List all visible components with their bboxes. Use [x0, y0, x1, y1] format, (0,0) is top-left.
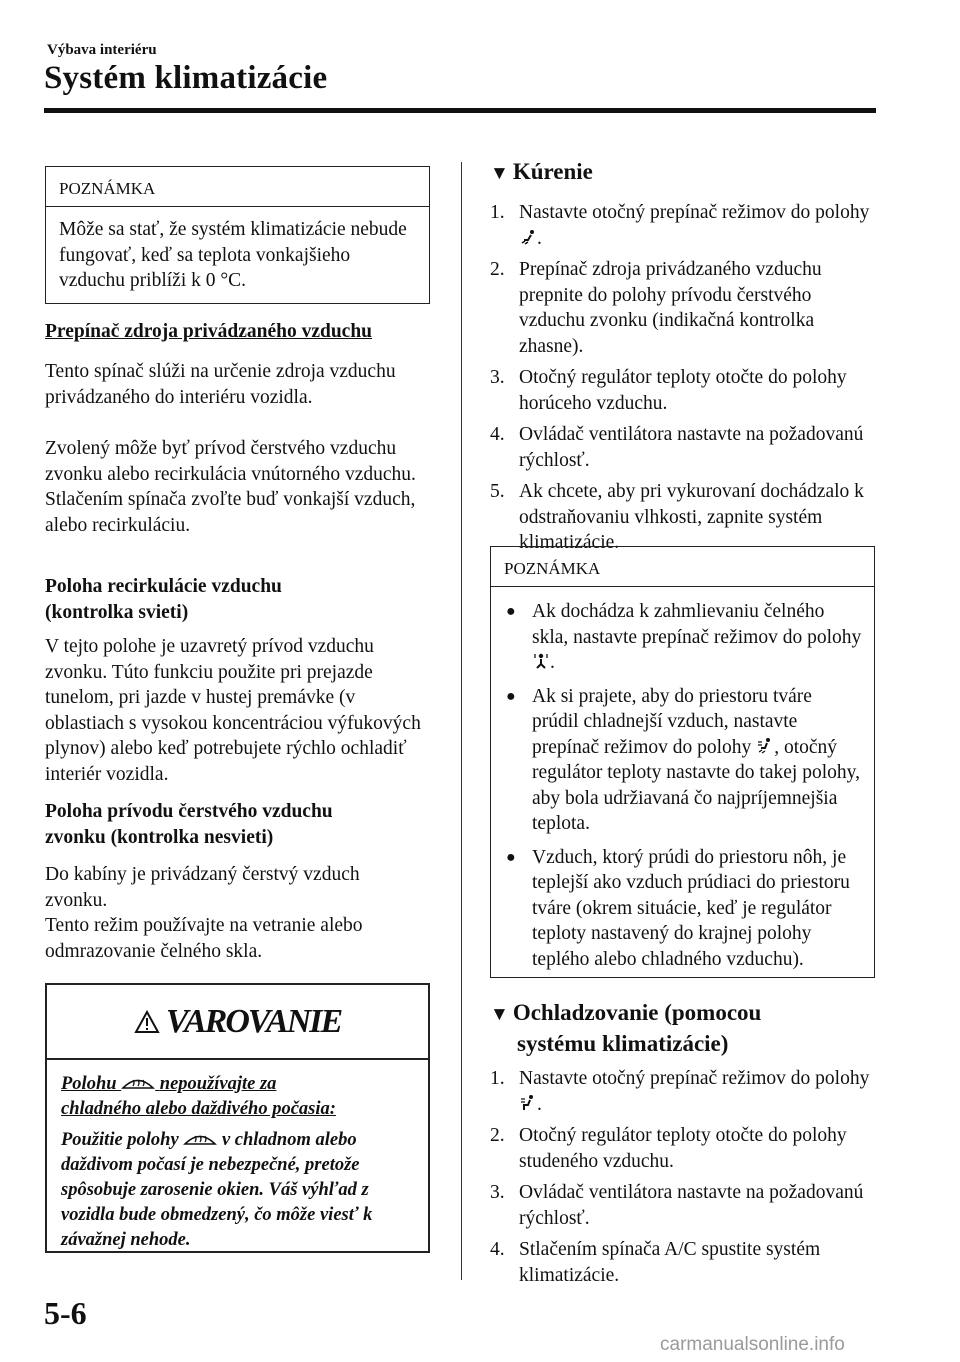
warning-body: [47, 1060, 428, 1253]
item-text: Ak dochádza k zahmlievaniu čelného skla, nastavte prepínač režimov do polohy: [532, 601, 862, 648]
heating-steps: [490, 200, 875, 562]
note-label: POZNÁMKA: [46, 167, 429, 207]
item-number: 5.: [490, 481, 505, 502]
item-text: Ovládač ventilátora nastavte na požadovanú rýchlosť.: [519, 1182, 864, 1229]
triangle-bullet-icon: ▼: [490, 1004, 509, 1025]
floor-mode-icon: [519, 228, 537, 246]
list-item: [490, 479, 875, 556]
list-item: [490, 1180, 875, 1231]
warning-text: nepoužívajte za: [159, 1074, 277, 1094]
cooling-steps: [490, 1066, 875, 1294]
item-text: Otočný regulátor teploty otočte do polohy studeného vzduchu.: [519, 1125, 847, 1172]
face-mode-icon: [532, 652, 550, 670]
heading-line: systému klimatizácie): [517, 1031, 729, 1056]
list-item: [490, 1123, 875, 1174]
paragraph: Zvolený môže byť prívod čerstvého vzduchu zvonku alebo recirkulácia vnútorného vzduchu. Stlačením spínača zvoľte buď vonkajší vzduch, alebo recirkuláciu.: [45, 438, 416, 536]
list-item: [504, 684, 862, 837]
item-text: Nastavte otočný prepínač režimov do polohy: [519, 202, 870, 223]
warning-text: Polohu: [61, 1074, 117, 1094]
warning-lead: [61, 1072, 414, 1097]
warning-header: [47, 985, 428, 1060]
note-box: [490, 546, 875, 978]
heading-line: [490, 998, 880, 1029]
page-title: Systém klimatizácie: [44, 60, 328, 96]
item-text: Nastavte otočný prepínač režimov do polohy: [519, 1068, 870, 1089]
item-text: .: [550, 652, 555, 673]
heading-line: Poloha recirkulácie vzduchu: [45, 576, 282, 597]
warning-detail: [61, 1128, 414, 1253]
item-number: 2.: [490, 1125, 505, 1146]
warning-text: v chladnom alebo daždivom počasí je nebezpečné, pretože spôsobuje zarosenie okien. Váš výhľad z vozidla bude obmedzený, čo môže viesť k závažnej nehode.: [61, 1130, 373, 1250]
item-text: .: [537, 227, 542, 249]
item-number: 1.: [490, 1068, 505, 1089]
heading-text: Ochladzovanie (pomocou: [512, 1000, 762, 1025]
recirc-heading: [45, 574, 445, 625]
note-bullets: [491, 587, 874, 988]
item-text: Prepínač zdroja privádzaného vzduchu prepnite do polohy prívodu čerstvého vzduchu zvonku (indikačná kontrolka zhasne).: [519, 259, 822, 357]
title-rule: [44, 108, 876, 113]
list-item: [490, 1066, 875, 1117]
face-mode-icon: [519, 1094, 537, 1112]
note-label: POZNÁMKA: [491, 547, 874, 587]
list-item: [490, 257, 875, 359]
item-text: Otočný regulátor teploty otočte do polohy horúceho vzduchu.: [519, 367, 847, 414]
note-text: Môže sa stať, že systém klimatizácie nebude fungovať, keď sa teplota vonkajšieho vzduchu priblíži k 0 °C.: [59, 219, 407, 291]
column-divider: [461, 162, 462, 1280]
item-number: 1.: [490, 202, 505, 223]
item-number: 3.: [490, 1182, 505, 1203]
item-text: .: [537, 1093, 542, 1115]
section-label: Výbava interiéru: [47, 42, 157, 58]
paragraph: V tejto polohe je uzavretý prívod vzduchu zvonku. Túto funkciu použite pri prejazde tunelom, pri jazde v hustej premávke (v oblastiach s vysokou koncentráciou výfukových plynov) alebo keď potrebujete rýchlo ochladiť interiér vozidla.: [45, 636, 421, 785]
list-item: [490, 200, 875, 251]
fresh-air-heading: [45, 799, 445, 850]
warning-text: Použitie polohy: [61, 1130, 179, 1150]
item-number: 2.: [490, 259, 505, 280]
bullet-icon: ●: [506, 687, 516, 705]
warning-lead: chladného alebo daždivého počasia:: [61, 1099, 336, 1119]
heading-line: (kontrolka svieti): [45, 601, 189, 623]
heading-text: Kúrenie: [512, 159, 593, 184]
bullet-icon: ●: [506, 848, 516, 866]
bullet-icon: ●: [506, 603, 516, 620]
item-number: 4.: [490, 424, 505, 445]
windshield-defrost-icon: [121, 1075, 155, 1091]
cooling-heading: [490, 998, 880, 1058]
bi-level-mode-icon: [756, 737, 774, 755]
item-text: Stlačením spínača A/C spustite systém klimatizácie.: [519, 1239, 821, 1286]
heading-line: Poloha prívodu čerstvého vzduchu: [45, 801, 333, 822]
list-item: [504, 599, 862, 676]
paragraph: Tento spínač slúži na určenie zdroja vzduchu privádzaného do interiéru vozidla.: [45, 361, 396, 408]
list-item: [504, 845, 862, 973]
note-box: [45, 166, 430, 304]
list-item: [490, 1237, 875, 1288]
item-text: Vzduch, ktorý prúdi do priestoru nôh, je teplejší ako vzduch prúdiaci do priestoru tváre (okrem situácie, keď je regulátor teploty nastavený do krajnej polohy teplého alebo chladného vzduchu).: [532, 846, 850, 970]
item-text: Ovládač ventilátora nastavte na požadovanú rýchlosť.: [519, 424, 864, 471]
switch-heading: Prepínač zdroja privádzaného vzduchu: [45, 321, 373, 342]
item-text: Ak si prajete, aby do priestoru tváre prúdil chladnejší vzduch, nastavte prepínač režimov do polohy: [532, 685, 812, 758]
watermark: carmanualsonline.info: [660, 1334, 845, 1355]
item-number: 3.: [490, 367, 505, 388]
item-number: 4.: [490, 1239, 505, 1260]
item-text: , otočný regulátor teploty nastavte do takej polohy, aby bola udržiavaná čo najpríjemnejšia teplota.: [532, 736, 860, 834]
heading-line: zvonku (kontrolka nesvieti): [45, 826, 274, 848]
heating-heading: [490, 157, 593, 188]
paragraph: Tento režim používajte na vetranie alebo odmrazovanie čelného skla.: [45, 915, 363, 962]
windshield-defrost-icon: [183, 1131, 217, 1147]
paragraph: Do kabíny je privádzaný čerstvý vzduch zvonku.: [45, 864, 360, 911]
item-text: Ak chcete, aby pri vykurovaní dochádzalo k odstraňovaniu vlhkosti, zapnite systém klimatizácie.: [519, 481, 864, 553]
warning-triangle-icon: [134, 1010, 160, 1034]
warning-title: VAROVANIE: [165, 1002, 342, 1040]
warning-box: [45, 983, 430, 1253]
list-item: [490, 365, 875, 416]
page-number: 5-6: [44, 1295, 87, 1331]
list-item: [490, 422, 875, 473]
triangle-bullet-icon: ▼: [490, 163, 509, 184]
